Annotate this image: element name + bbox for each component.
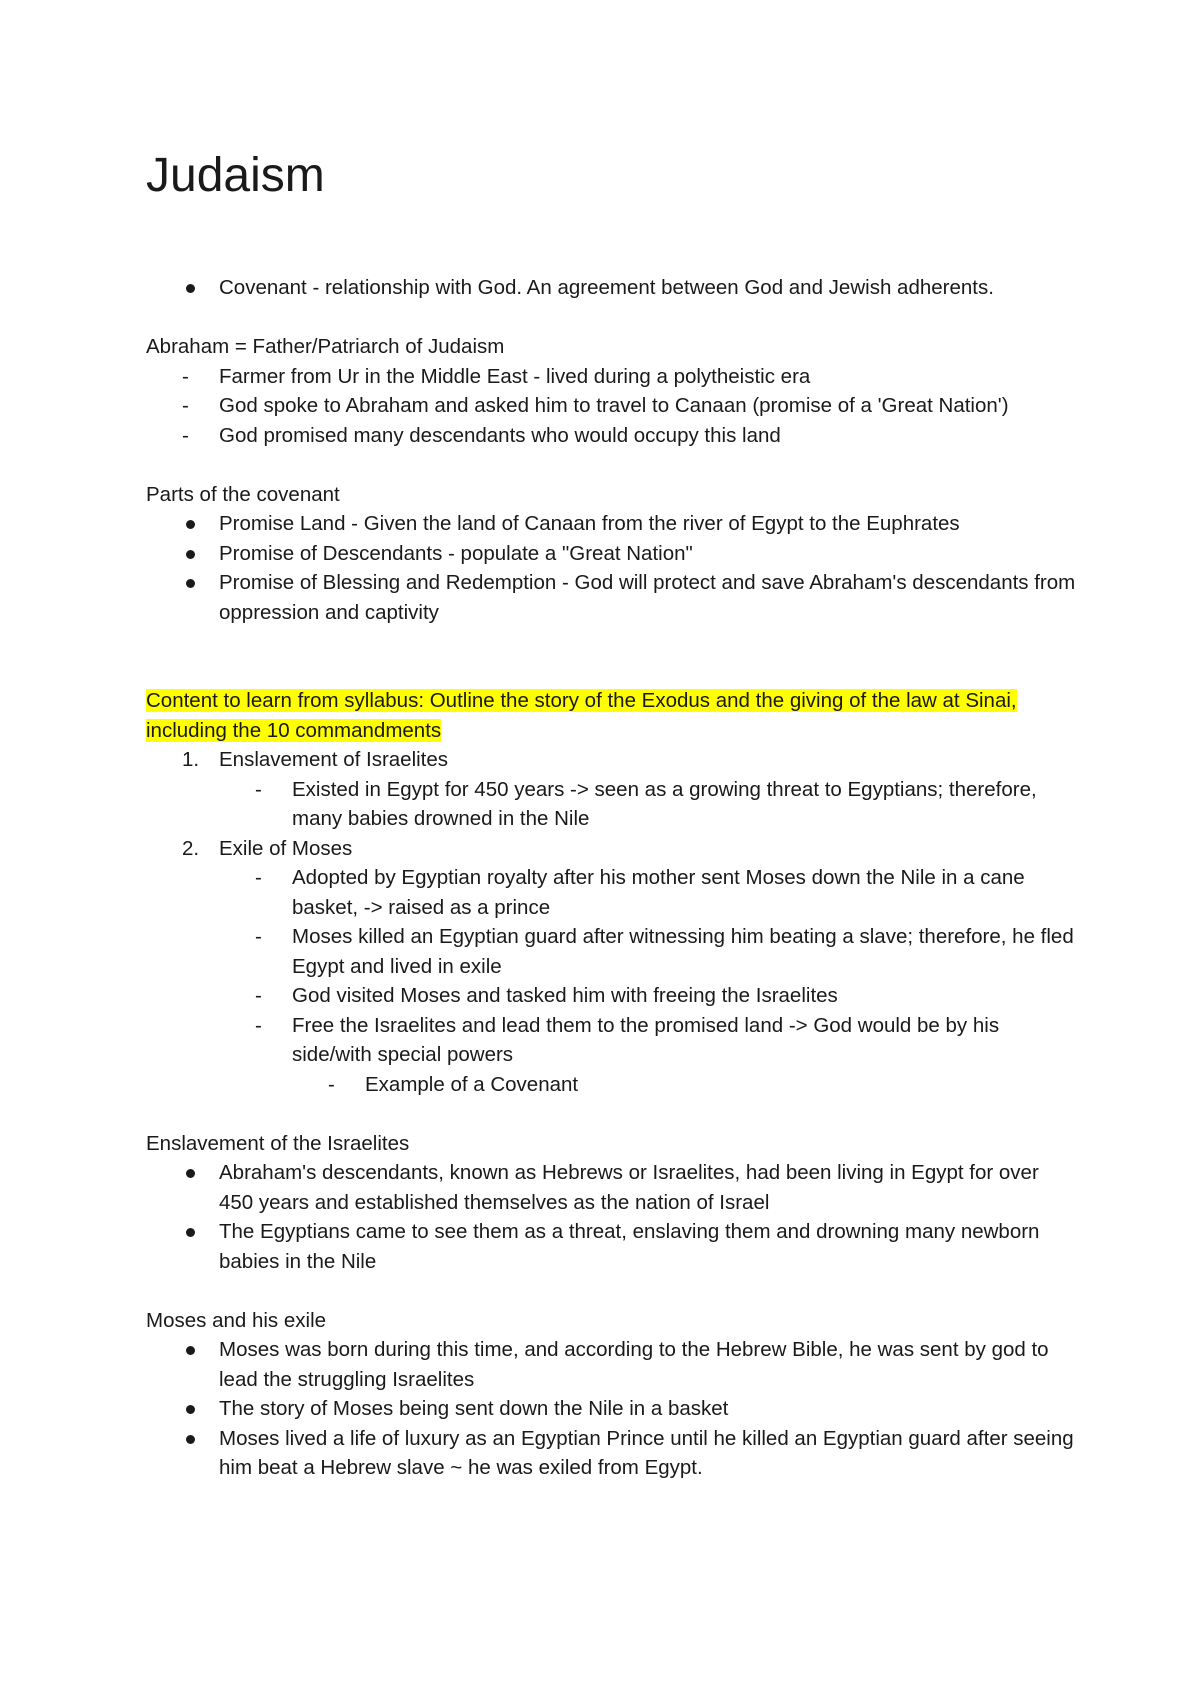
bullet-icon xyxy=(186,579,195,588)
bullet-icon xyxy=(186,1405,195,1414)
abraham-item: - Farmer from Ur in the Middle East - lived during a polytheistic era xyxy=(146,362,1076,392)
sub-item: - Free the Israelites and lead them to the promised land -> God would be by his side/with special powers xyxy=(146,1011,1076,1070)
bullet-icon xyxy=(186,1169,195,1178)
bullet-icon xyxy=(186,520,195,529)
dash-marker: - xyxy=(182,394,189,417)
covenant-bullet-item xyxy=(146,273,1076,303)
dash-marker: - xyxy=(182,423,189,447)
sub-item: - God visited Moses and tasked him with freeing the Israelites xyxy=(146,981,1076,1011)
parts-item: Promise of Blessing and Redemption - God will protect and save Abraham's descendants from oppression and captivity xyxy=(146,568,1076,627)
parts-heading: Parts of the covenant xyxy=(146,482,340,506)
enslavement-heading: Enslavement of the Israelites xyxy=(146,1131,410,1155)
bullet-icon xyxy=(186,1228,195,1237)
sub-item: - Existed in Egypt for 450 years -> seen as a growing threat to Egyptians; therefore, many babies drowned in the Nile xyxy=(146,775,1076,834)
covenant-text: Covenant - relationship with God. An agreement between God and Jewish adherents. xyxy=(219,276,994,299)
bullet-icon xyxy=(186,1346,195,1355)
document-body xyxy=(146,273,1076,1483)
sub-sub-item: - Example of a Covenant xyxy=(146,1070,1076,1100)
moses-item: The story of Moses being sent down the Nile in a basket xyxy=(146,1394,1076,1424)
abraham-item: - God spoke to Abraham and asked him to travel to Canaan (promise of a 'Great Nation') xyxy=(146,391,1076,421)
moses-item: Moses lived a life of luxury as an Egyptian Prince until he killed an Egyptian guard after seeing him beat a Hebrew slave ~ he was exiled from Egypt. xyxy=(146,1424,1076,1483)
moses-heading: Moses and his exile xyxy=(146,1308,327,1332)
dash-marker: - xyxy=(328,1072,335,1096)
dash-marker: - xyxy=(255,866,262,889)
parts-item: Promise of Descendants - populate a "Great Nation" xyxy=(146,539,1076,569)
moses-item: Moses was born during this time, and according to the Hebrew Bible, he was sent by god to lead the struggling Israelites xyxy=(146,1335,1076,1394)
bullet-icon xyxy=(186,284,195,293)
page-title: Judaism xyxy=(146,149,325,202)
dash-marker: - xyxy=(255,777,262,801)
sub-item: - Moses killed an Egyptian guard after witnessing him beating a slave; therefore, he fled Egypt and lived in exile xyxy=(146,922,1076,981)
dash-marker: - xyxy=(255,984,262,1007)
syllabus-highlight: Content to learn from syllabus: Outline the story of the Exodus and the giving of the law at Sinai, including the 10 commandments xyxy=(146,689,1017,742)
parts-item: Promise Land - Given the land of Canaan from the river of Egypt to the Euphrates xyxy=(146,509,1076,539)
bullet-icon xyxy=(186,550,195,559)
enslavement-item: The Egyptians came to see them as a threat, enslaving them and drowning many newborn babies in the Nile xyxy=(146,1217,1076,1276)
abraham-heading: Abraham = Father/Patriarch of Judaism xyxy=(146,335,505,358)
enslavement-item: Abraham's descendants, known as Hebrews or Israelites, had been living in Egypt for over 450 years and established themselves as the nation of Israel xyxy=(146,1158,1076,1217)
numbered-item-2: 2. Exile of Moses xyxy=(146,834,1076,864)
number-marker: 1. xyxy=(182,748,200,771)
dash-marker: - xyxy=(182,364,189,388)
dash-marker: - xyxy=(255,1013,262,1037)
dash-marker: - xyxy=(255,925,262,948)
numbered-item-1: 1. Enslavement of Israelites xyxy=(146,745,1076,775)
number-marker: 2. xyxy=(182,836,200,860)
bullet-icon xyxy=(186,1435,195,1444)
abraham-item: - God promised many descendants who would occupy this land xyxy=(146,421,1076,451)
sub-item: - Adopted by Egyptian royalty after his mother sent Moses down the Nile in a cane basket, -> raised as a prince xyxy=(146,863,1076,922)
